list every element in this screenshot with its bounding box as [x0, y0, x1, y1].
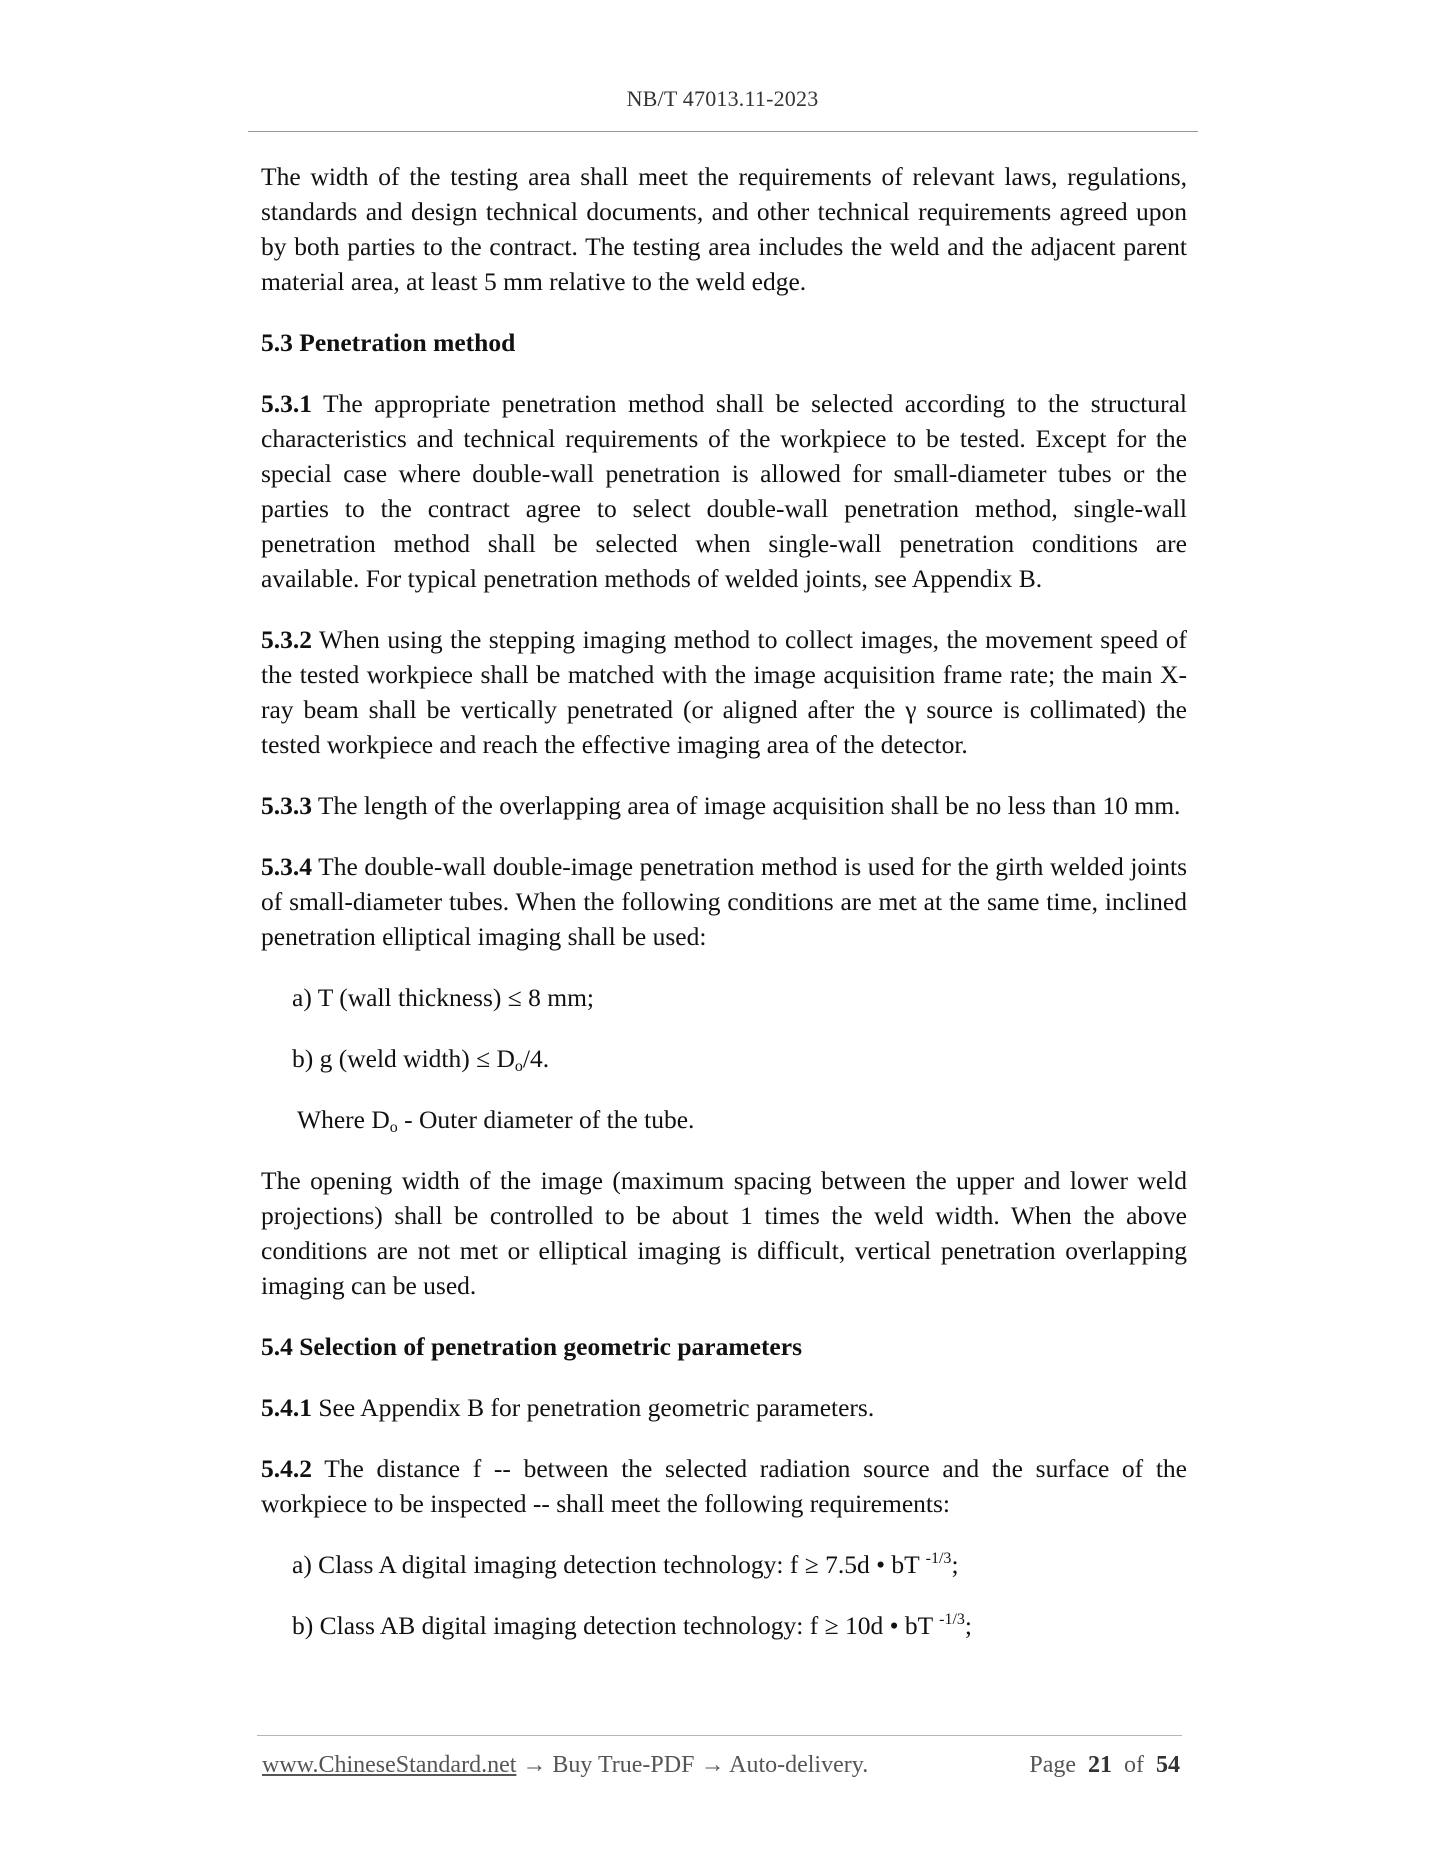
clause-text: When using the stepping imaging method to collect images, the movement speed of the tested workpiece shall be matched with the image acquisition frame rate; the main X-ray beam shall be vertically penetrated (or aligned after the γ source is collimated) the tested workpiece and reach the effective imaging area of the detector. — [261, 625, 1187, 759]
section-heading-5-4: 5.4 Selection of penetration geometric parameters — [261, 1332, 802, 1361]
clause-number: 5.3.1 — [261, 389, 312, 418]
clause-text: The distance f -- between the selected radiation source and the surface of the workpiece to be inspected -- shall meet the following requirements: — [261, 1454, 1187, 1518]
clause-number: 5.3.4 — [261, 852, 312, 881]
clause-5-4-2 — [261, 1451, 1187, 1521]
clause-number: 5.4.1 — [261, 1393, 312, 1422]
clause-5-3-3 — [261, 788, 1187, 823]
clause-text: The appropriate penetration method shall be selected according to the structural characteristics and technical requirements of the workpiece to be tested. Except for the special case where double-wall penetration is allowed for small-diameter tubes or the parties to the contract agree to select double-wall penetration method, single-wall penetration method shall be selected when single-wall penetration conditions are available. For typical penetration methods of welded joints, see Appendix B. — [261, 389, 1187, 593]
clause-5-3-4 — [261, 849, 1187, 954]
footer-promo — [262, 1752, 868, 1779]
requirement-class-ab: b) Class AB digital imaging detection technology: f ≥ 10d • bT $^{-1/3}$; — [292, 1611, 972, 1640]
clause-number: 5.4.2 — [261, 1454, 312, 1483]
condition-item-a: a) T (wall thickness) ≤ 8 mm; — [292, 983, 595, 1012]
section-heading-5-3: 5.3 Penetration method — [261, 328, 516, 357]
page-footer — [262, 1752, 1180, 1779]
paragraph-opening-width: The opening width of the image (maximum spacing between the upper and lower weld projections) shall be controlled to be about 1 times the weld width. When the above conditions are not met or elliptical imaging is difficult, vertical penetration overlapping imaging can be used. — [261, 1166, 1187, 1300]
clause-text: The double-wall double-image penetration method is used for the girth welded joints of small-diameter tubes. When the following conditions are met at the same time, inclined penetration elliptical imaging shall be used: — [261, 852, 1187, 951]
clause-5-4-1 — [261, 1390, 1187, 1425]
paragraph-testing-area-width: The width of the testing area shall meet the requirements of relevant laws, regulations, standards and design technical documents, and other technical requirements agreed upon by both parties to the contract. The testing area includes the weld and the adjacent parent material area, at least 5 mm relative to the weld edge. — [261, 162, 1187, 296]
current-page: 21 — [1088, 1752, 1112, 1778]
footer-divider — [257, 1735, 1182, 1736]
page-indicator: Page 21 of 54 — [1029, 1752, 1180, 1778]
promo-text: → Buy True-PDF → Auto-delivery. — [516, 1752, 869, 1778]
document-header: NB/T 47013.11-2023 — [626, 86, 819, 111]
website-link[interactable]: www.ChineseStandard.net — [262, 1752, 517, 1778]
page-content — [261, 159, 1187, 1643]
where-definition: Where $D_o$ - Outer diameter of the tube. — [297, 1105, 695, 1136]
condition-item-b: b) g (weld width) ≤ $D_o/4$. — [292, 1044, 550, 1075]
clause-text: See Appendix B for penetration geometric parameters. — [312, 1393, 875, 1422]
requirement-class-a: a) Class A digital imaging detection technology: f ≥ 7.5d • bT $^{-1/3}$; — [292, 1550, 959, 1579]
clause-number: 5.3.3 — [261, 791, 312, 820]
clause-5-3-1 — [261, 386, 1187, 596]
clause-number: 5.3.2 — [261, 625, 312, 654]
clause-text: The length of the overlapping area of image acquisition shall be no less than 10 mm. — [312, 791, 1181, 820]
total-pages: 54 — [1156, 1752, 1180, 1778]
header-divider — [248, 131, 1198, 132]
clause-5-3-2 — [261, 622, 1187, 762]
